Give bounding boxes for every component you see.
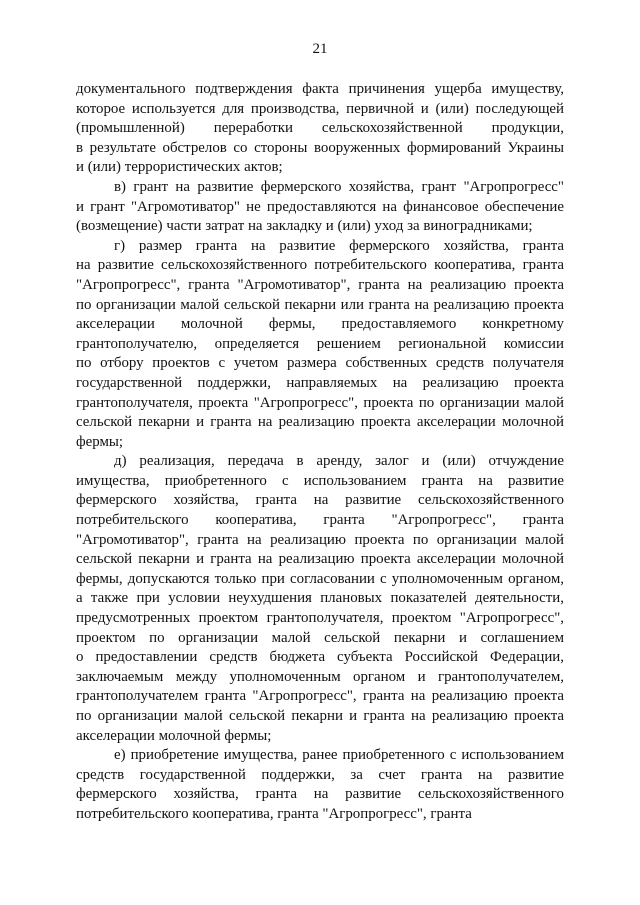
text-line: которое используется для производства, первичной и (или) последующей <box>76 100 564 117</box>
text-line: потребительского кооператива, гранта "Агропрогресс", гранта <box>76 512 564 529</box>
text-line: грантополучателю, определяется решением региональной комиссии <box>76 335 564 352</box>
text-line: проектом по организации малой сельской пекарни и соглашением <box>76 629 564 646</box>
paragraph <box>76 237 564 453</box>
text-line: (возмещение) части затрат на закладку и (или) уход за виноградниками; <box>76 218 533 235</box>
text-line: грантополучателем гранта "Агропрогресс", гранта на реализацию проекта <box>76 688 564 705</box>
text-line: в) грант на развитие фермерского хозяйства, грант "Агропрогресс" <box>114 178 564 195</box>
text-line: на развитие сельскохозяйственного потребительского кооператива, гранта <box>76 257 564 274</box>
text-line: сельской пекарни и гранта на реализацию проекта акселерации молочной <box>76 414 564 431</box>
text-line: по организации малой сельской пекарни и гранта на реализацию проекта <box>76 708 564 724</box>
text-line: фермерского хозяйства, гранта на развитие сельскохозяйственного <box>76 786 564 803</box>
text-line: государственной поддержки, направляемых на реализацию проекта <box>76 374 564 391</box>
text-line: и (или) террористических актов; <box>76 159 283 176</box>
document-body <box>76 80 564 825</box>
text-line: предусмотренных проектом грантополучателя, проектом "Агропрогресс", <box>76 610 564 627</box>
text-line: документального подтверждения факта причинения ущерба имуществу, <box>76 81 564 97</box>
paragraph <box>76 746 564 824</box>
text-line: имущества, приобретенного с использованием гранта на развитие <box>76 472 564 489</box>
text-line: средств государственной поддержки, за счет гранта на развитие <box>76 766 564 783</box>
text-line: по отбору проектов с учетом размера собственных средств получателя <box>76 355 564 372</box>
text-line: потребительского кооператива, гранта "Агропрогресс", гранта <box>76 805 472 822</box>
text-line: акселерации молочной фермы; <box>76 727 272 744</box>
text-line: по организации малой сельской пекарни или гранта на реализацию проекта <box>76 296 564 313</box>
text-line: (промышленной) переработки сельскохозяйственной продукции, <box>76 120 564 137</box>
text-line: а также при условии неухудшения плановых показателей деятельности, <box>76 590 564 607</box>
text-line: грантополучателя, проекта "Агропрогресс", проекта по организации малой <box>76 394 564 411</box>
text-line: о предоставлении средств бюджета субъекта Российской Федерации, <box>76 649 564 666</box>
text-line: и грант "Агромотиватор" не предоставляются на финансовое обеспечение <box>76 198 564 215</box>
text-line: фермы; <box>76 433 124 450</box>
text-line: заключаемым между уполномоченным органом и грантополучателем, <box>76 668 564 685</box>
text-line: сельской пекарни и гранта на реализацию проекта акселерации молочной <box>76 551 564 568</box>
paragraph <box>76 178 564 237</box>
text-line: акселерации молочной фермы, предоставляемого конкретному <box>76 316 564 333</box>
text-line: "Агропрогресс", гранта "Агромотиватор", гранта на реализацию проекта <box>76 276 564 293</box>
text-line: е) приобретение имущества, ранее приобретенного с использованием <box>114 747 564 764</box>
paragraph <box>76 452 564 746</box>
text-line: фермы, допускаются только при согласовании с уполномоченным органом, <box>76 570 564 587</box>
text-line: д) реализация, передача в аренду, залог и (или) отчуждение <box>114 453 564 470</box>
text-line: в результате обстрелов со стороны вооруженных формирований Украины <box>76 139 564 156</box>
text-line: фермерского хозяйства, гранта на развитие сельскохозяйственного <box>76 492 564 509</box>
paragraph <box>76 80 564 178</box>
page-number: 21 <box>312 41 328 57</box>
text-line: г) размер гранта на развитие фермерского хозяйства, гранта <box>114 237 564 254</box>
text-line: "Агромотиватор", гранта на реализацию проекта по организации малой <box>76 531 564 548</box>
